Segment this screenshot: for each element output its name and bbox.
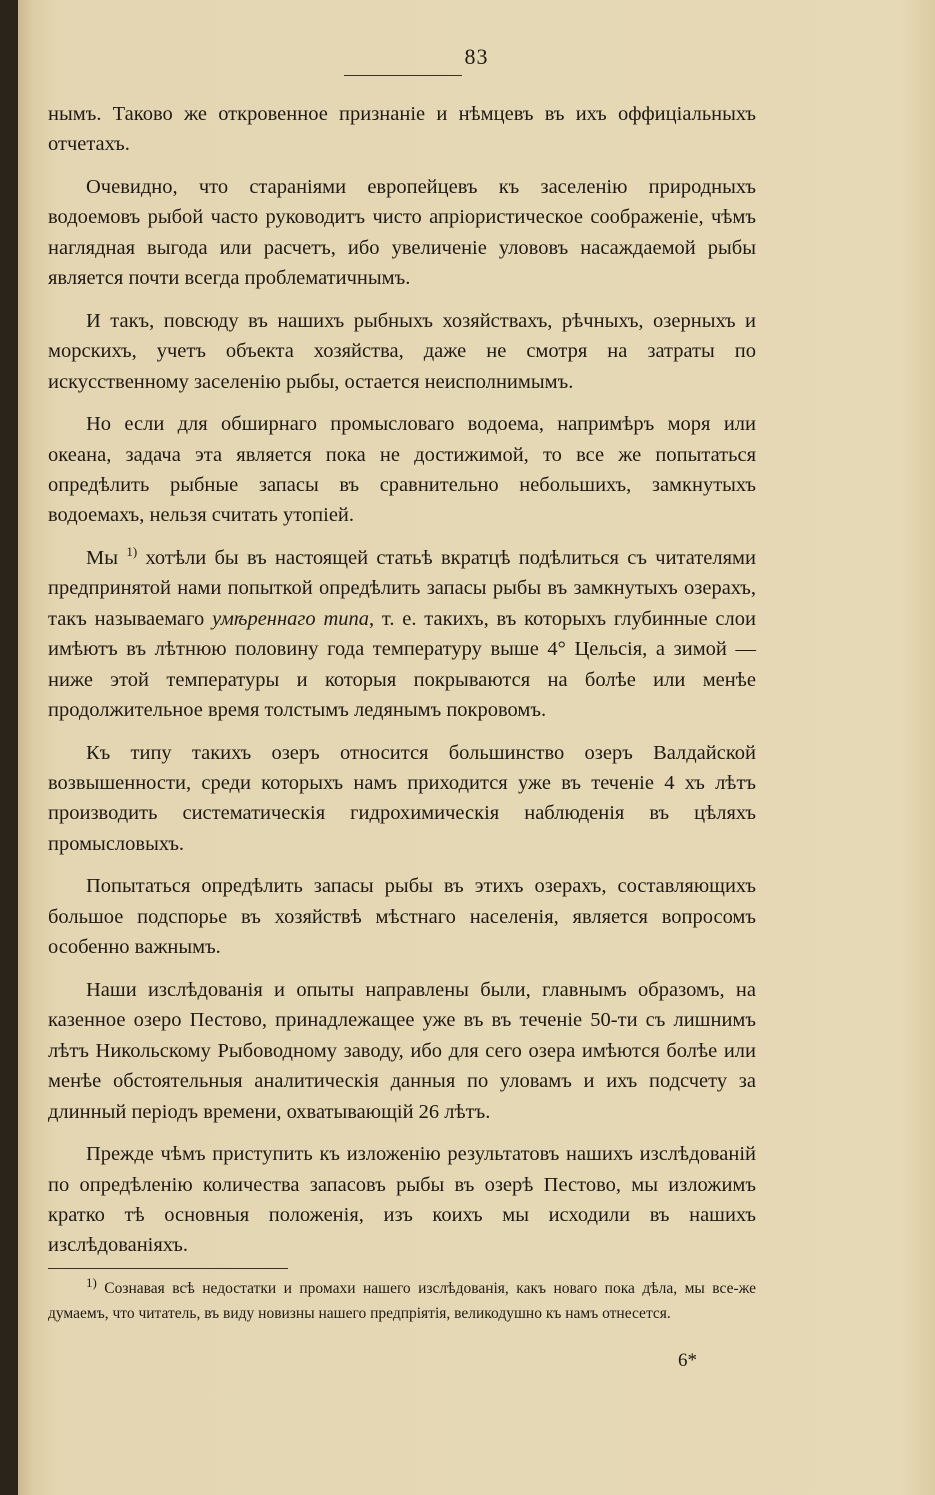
- paragraph-2: И такъ, повсюду въ нашихъ рыбныхъ хозяйствахъ, рѣчныхъ, озерныхъ и морскихъ, учетъ объекта хозяйства, даже не смотря на затраты по искусственному заселенію рыбы, остается неисполнимымъ.: [48, 309, 756, 393]
- footnote-text: Сознавая всѣ недостатки и промахи нашего изслѣдованія, какъ новаго пока дѣла, мы все-же думаемъ, что читатель, въ виду новизны нашего предпріятія, великодушно къ намъ отнесется.: [48, 1280, 756, 1322]
- paragraph-5: Къ типу такихъ озеръ относится большинство озеръ Валдайской возвышенности, среди которыхъ намъ приходится уже въ теченіе 4 хъ лѣтъ производить систематическія гидрохимическія наблюденія въ цѣляхъ промысловыхъ.: [48, 741, 756, 855]
- paragraph-6: Попытаться опредѣлить запасы рыбы въ этихъ озерахъ, составляющихъ большое подспорье въ хозяйствѣ мѣстнаго населенія, является вопросомъ особенно важнымъ.: [48, 875, 756, 959]
- paragraph-1: Очевидно, что стараніями европейцевъ къ заселенію природныхъ водоемовъ рыбой часто руководитъ чисто апріористическое соображеніе, чѣмъ наглядная выгода или расчетъ, ибо увеличеніе улововъ насаждаемой рыбы является почти всегда проблематичнымъ.: [48, 176, 756, 290]
- footnote-rule: [48, 1268, 288, 1269]
- paragraph-0: нымъ. Таково же откровенное признаніе и нѣмцевъ въ ихъ оффиціальныхъ отчетахъ.: [48, 103, 756, 156]
- paragraph-4-start: Мы: [86, 547, 119, 570]
- signature-mark: 6*: [678, 1350, 697, 1371]
- footnote-marker: 1): [86, 1274, 97, 1290]
- footnote: [48, 1276, 756, 1326]
- paragraph-4-end: , т. е. такихъ, въ которыхъ глубинные слои имѣютъ въ лѣтнюю половину года температуру выше 4° Цельсія, а зимой — ниже этой температуры и которыя покрываются на болѣе или менѣе продолжительное время толстымъ ледянымъ покровомъ.: [48, 607, 756, 722]
- paragraph-7: Наши изслѣдованія и опыты направлены были, главнымъ образомъ, на казенное озеро Пестово, принадлежащее уже въ въ теченіе 50-ти съ лишнимъ лѣтъ Никольскому Рыбоводному заводу, ибо для сего озера имѣются болѣе или менѣе обстоятельныя аналитическія данныя по уловамъ и ихъ подсчету за длинный періодъ времени, охватывающій 26 лѣтъ.: [48, 978, 756, 1123]
- header-rule: [344, 75, 462, 76]
- body-text: [48, 99, 756, 1273]
- footnote-reference: 1): [126, 544, 138, 560]
- paragraph-4-emphasis: умѣреннаго типа: [212, 607, 369, 630]
- paragraph-4: [48, 543, 756, 725]
- page-number: 83: [464, 44, 489, 69]
- paragraph-4-middle: хотѣли бы въ настоящей статьѣ вкратцѣ подѣлиться съ читателями предпринятой нами попыткой опредѣлить запасы рыбы въ замкнутыхъ озерахъ, такъ называемаго: [48, 547, 756, 630]
- paragraph-8: Прежде чѣмъ приступить къ изложенію результатовъ нашихъ изслѣдованій по опредѣленію количества запасовъ рыбы въ озерѣ Пестово, мы изложимъ кратко тѣ основныя положенія, изъ коихъ мы исходили въ нашихъ изслѣдованіяхъ.: [48, 1143, 756, 1257]
- book-page: [18, 0, 935, 1495]
- paragraph-3: Но если для обширнаго промысловаго водоема, напримѣръ моря или океана, задача эта является пока не достижимой, то все же попытаться опредѣлить рыбные запасы въ сравнительно небольшихъ, замкнутыхъ водоемахъ, нельзя считать утопіей.: [48, 413, 756, 527]
